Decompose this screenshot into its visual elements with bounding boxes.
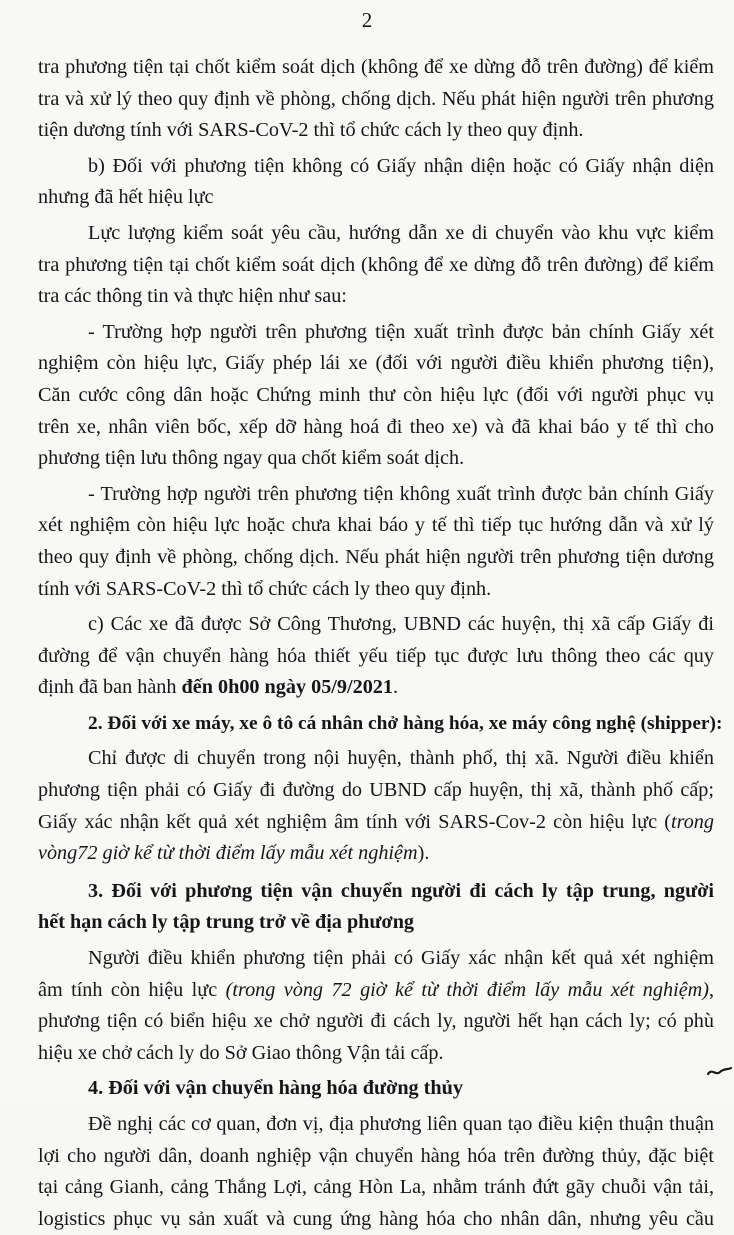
text-line [38,672,716,704]
text-span: ). [417,842,430,865]
deadline-text: đến 0h00 ngày 05/9/2021 [181,676,393,699]
text-span: định đã ban hành [38,676,182,699]
paragraph-control-force [38,218,716,313]
text-line: - Trường hợp người trên phương tiện không xuất trình được bản chính Giấy [88,482,714,505]
paragraph-b [38,151,716,214]
text-line: phương tiện có biển hiệu xe chở người đi cách ly, người hết hạn cách ly; có phù [38,1010,714,1033]
text-line: c) Các xe đã được Sở Công Thương, UBND các huyện, thị xã cấp Giấy đi [88,613,714,636]
text-line: tra phương tiện tại chốt kiểm soát dịch (không để xe dừng đỗ trên đường) để kiểm [38,56,714,78]
text-line: lợi cho người dân, doanh nghiệp vận chuyển hàng hóa trên đường thủy, đặc biệt [38,1144,714,1167]
paragraph-section-4 [38,1109,716,1235]
text-line: tính với SARS-CoV-2 thì tổ chức cách ly theo quy định. [38,577,492,600]
section-heading-4: 4. Đối với vận chuyển hàng hóa đường thủy [88,1077,463,1100]
heading-line: 3. Đối với phương tiện vận chuyển người đi cách ly tập trung, người [88,879,714,902]
text-line [38,838,716,870]
text-line: hiệu xe chở cách ly do Sở Giao thông Vận tải cấp. [38,1041,444,1064]
text-line: tiện dương tính với SARS-CoV-2 thì tổ chức cách ly theo quy định. [38,119,584,142]
text-span: Giấy xác nhận kết quả xét nghiệm âm tính với SARS-Cov-2 còn hiệu lực ( [38,810,671,833]
text-line [38,975,714,1007]
text-line: Căn cước công dân hoặc Chứng minh thư còn hiệu lực (đối với người phục vụ [38,383,714,406]
text-line [38,807,714,839]
text-line: b) Đối với phương tiện không có Giấy nhận diện hoặc có Giấy nhận diện [88,154,714,177]
text-line: tra các thông tin và thực hiện như sau: [38,285,347,308]
text-line: Chỉ được di chuyển trong nội huyện, thành phố, thị xã. Người điều khiển [88,747,714,770]
paragraph-continuation [38,52,716,147]
paragraph-section-3 [38,943,716,1069]
text-line: theo quy định về phòng, chống dịch. Nếu phát hiện người trên phương tiện dương [38,545,714,568]
text-line: xét nghiệm còn hiệu lực hoặc chưa khai báo y tế thì tiếp tục hướng dẫn và xử lý [38,514,714,537]
text-span: . [392,676,399,699]
section-heading-3 [38,876,716,939]
document-body [38,52,723,1235]
text-line: tra và xử lý theo quy định về phòng, chống dịch. Nếu phát hiện người trên phương [38,87,714,110]
text-line: đường để vận chuyển hàng hóa thiết yếu tiếp tục được lưu thông theo các quy [38,644,714,667]
paragraph-section-2 [38,743,716,869]
text-line: nhưng đã hết hiệu lực [38,186,214,209]
heading-line: hết hạn cách ly tập trung trở về địa phương [38,911,415,934]
text-span: , [708,978,715,1001]
text-line: nghiệm còn hiệu lực, Giấy phép lái xe (đối với người điều khiển phương tiện), [38,352,714,375]
pen-stroke-mark [706,1064,732,1078]
text-span: trong [671,810,714,833]
section-heading-2: 2. Đối với xe máy, xe ô tô cá nhân chở hàng hóa, xe máy công nghệ (shipper): [88,712,723,734]
text-line: phương tiện lưu thông ngay qua chốt kiểm soát dịch. [38,447,465,470]
text-line: Lực lượng kiểm soát yêu cầu, hướng dẫn xe di chuyển vào khu vực kiểm [88,221,714,244]
text-span: (trong vòng 72 giờ kể từ thời điểm lấy mẫu xét nghiệm) [225,978,709,1001]
text-span: âm tính còn hiệu lực [38,978,226,1001]
paragraph-case-1 [38,317,716,475]
text-line: logistics phục vụ sản xuất và cung ứng hàng hóa cho nhân dân, nhưng yêu cầu [38,1207,714,1230]
text-line: trên xe, nhân viên bốc, xếp dỡ hàng hoá đi theo xe) và đã khai báo y tế thì cho [38,415,714,438]
text-line: Đề nghị các cơ quan, đơn vị, địa phương liên quan tạo điều kiện thuận thuận [88,1113,714,1135]
text-line: tra phương tiện tại chốt kiểm soát dịch (không để xe dừng đỗ trên đường) để kiểm [38,253,714,276]
text-line: phương tiện phải có Giấy đi đường do UBND cấp huyện, thị xã, thành phố cấp; [38,779,714,802]
paragraph-c [38,609,716,704]
text-line: tại cảng Gianh, cảng Thắng Lợi, cảng Hòn La, nhằm tránh đứt gãy chuỗi vận tải, [38,1176,714,1199]
page-number: 2 [361,8,373,32]
text-span: vòng72 giờ kể từ thời điểm lấy mẫu xét nghiệm [38,842,418,865]
text-line: - Trường hợp người trên phương tiện xuất trình được bản chính Giấy xét [88,320,714,343]
text-line: Người điều khiển phương tiện phải có Giấy xác nhận kết quả xét nghiệm [88,947,714,970]
paragraph-case-2 [38,479,716,605]
